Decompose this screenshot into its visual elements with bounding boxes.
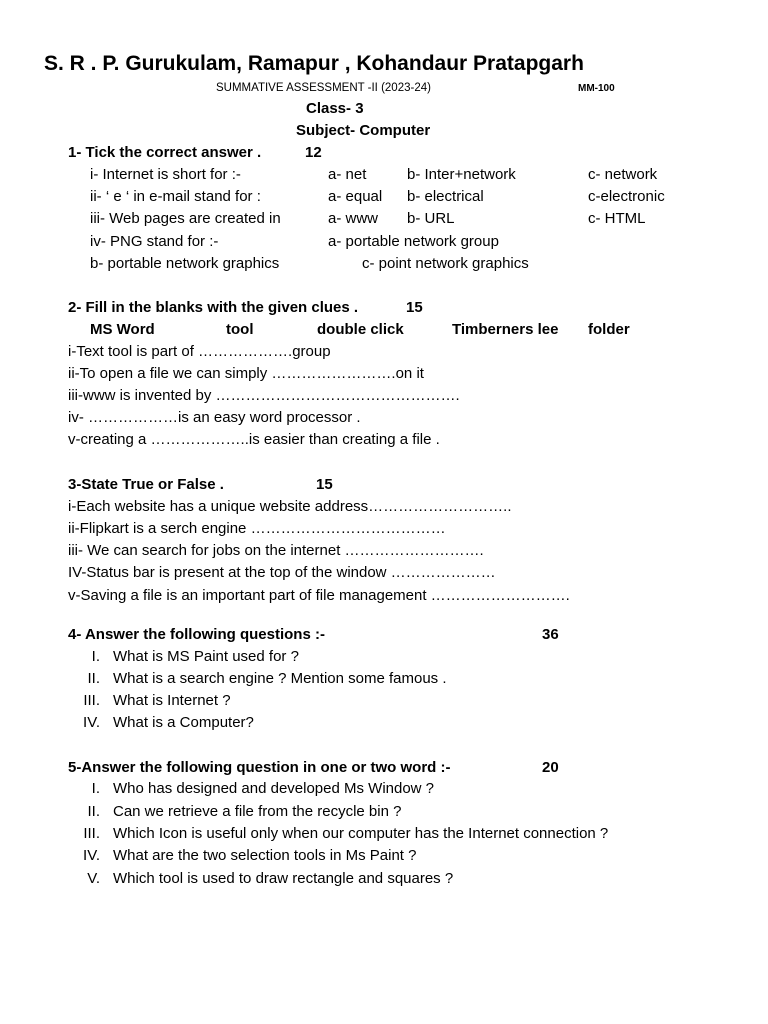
q1-option-a: a- equal [328, 188, 383, 205]
q1-heading: 1- Tick the correct answer . [68, 144, 262, 161]
q3-marks: 15 [316, 476, 333, 493]
clue-word: MS Word [90, 321, 155, 338]
q5-item-number: II. [87, 803, 100, 820]
q2-item: v-creating a ………………..is easier than creating a file . [68, 431, 440, 448]
q3-heading: 3-State True or False . [68, 476, 224, 493]
class-label: Class- 3 [306, 100, 364, 117]
q4-heading: 4- Answer the following questions :- [68, 626, 325, 643]
q2-item: i-Text tool is part of ……………….group [68, 343, 331, 360]
q2-heading: 2- Fill in the blanks with the given clues . [68, 299, 359, 316]
q4-item-text: What is Internet ? [113, 692, 231, 709]
q5-item-text: Can we retrieve a file from the recycle bin ? [113, 803, 402, 820]
q4-item-number: II. [87, 670, 100, 687]
q5-item-number: IV. [83, 847, 100, 864]
q4-item-number: III. [83, 692, 100, 709]
q3-item: v-Saving a file is an important part of file management ………………………. [68, 587, 570, 604]
q1-option-c: c- network [588, 166, 658, 183]
q5-item-number: III. [83, 825, 100, 842]
q4-item-number: IV. [83, 714, 100, 731]
q1-option-b: b- URL [407, 210, 455, 227]
q3-item: IV-Status bar is present at the top of the window ………………… [68, 564, 496, 581]
q1-option-b: b- portable network graphics [90, 255, 280, 272]
school-name: S. R . P. Gurukulam, Ramapur , Kohandaur Pratapgarh [44, 52, 584, 75]
q2-marks: 15 [406, 299, 423, 316]
q5-heading: 5-Answer the following question in one or two word :- [68, 759, 451, 776]
q5-item-text: Which Icon is useful only when our computer has the Internet connection ? [113, 825, 609, 842]
q1-question: ii- ‘ e ‘ in e-mail stand for : [90, 188, 261, 205]
q5-item-number: V. [87, 870, 100, 887]
q1-option-a: a- www [328, 210, 379, 227]
q5-item-text: What are the two selection tools in Ms Paint ? [113, 847, 417, 864]
q1-option-c: c-electronic [588, 188, 665, 205]
q2-item: iv- ………………is an easy word processor . [68, 409, 361, 426]
q5-item-text: Which tool is used to draw rectangle and squares ? [113, 870, 454, 887]
q4-item-text: What is MS Paint used for ? [113, 648, 299, 665]
q1-question: i- Internet is short for :- [90, 166, 241, 183]
q3-item: i-Each website has a unique website address……………………….. [68, 498, 512, 515]
q1-question: iii- Web pages are created in [90, 210, 281, 227]
q1-option-c: c- HTML [588, 210, 646, 227]
q5-item-text: Who has designed and developed Ms Window ? [113, 780, 435, 797]
q1-marks: 12 [305, 144, 322, 161]
clue-word: tool [226, 321, 254, 338]
q2-item: ii-To open a file we can simply …………………….on it [68, 365, 424, 382]
q4-item-number: I. [91, 648, 100, 665]
q2-item: iii-www is invented by …………………………………………. [68, 387, 460, 404]
q1-question: iv- PNG stand for :- [90, 233, 219, 250]
clue-word: double click [317, 321, 404, 338]
max-marks: MM-100 [578, 83, 615, 94]
q3-item: ii-Flipkart is a serch engine ………………………………… [68, 520, 446, 537]
clue-word: folder [588, 321, 630, 338]
q4-item-text: What is a search engine ? Mention some famous . [113, 670, 447, 687]
exam-title: SUMMATIVE ASSESSMENT -II (2023-24) [216, 82, 431, 94]
q1-option-b: b- Inter+network [407, 166, 516, 183]
q1-option-a: a- portable network group [328, 233, 499, 250]
q3-item: iii- We can search for jobs on the internet ………………………. [68, 542, 484, 559]
q5-marks: 20 [542, 759, 559, 776]
subject-label: Subject- Computer [296, 122, 431, 139]
q4-item-text: What is a Computer? [113, 714, 254, 731]
q5-item-number: I. [91, 780, 100, 797]
clue-word: Timberners lee [452, 321, 559, 338]
q1-option-a: a- net [328, 166, 367, 183]
q1-option-c: c- point network graphics [362, 255, 529, 272]
q4-marks: 36 [542, 626, 559, 643]
q1-option-b: b- electrical [407, 188, 484, 205]
